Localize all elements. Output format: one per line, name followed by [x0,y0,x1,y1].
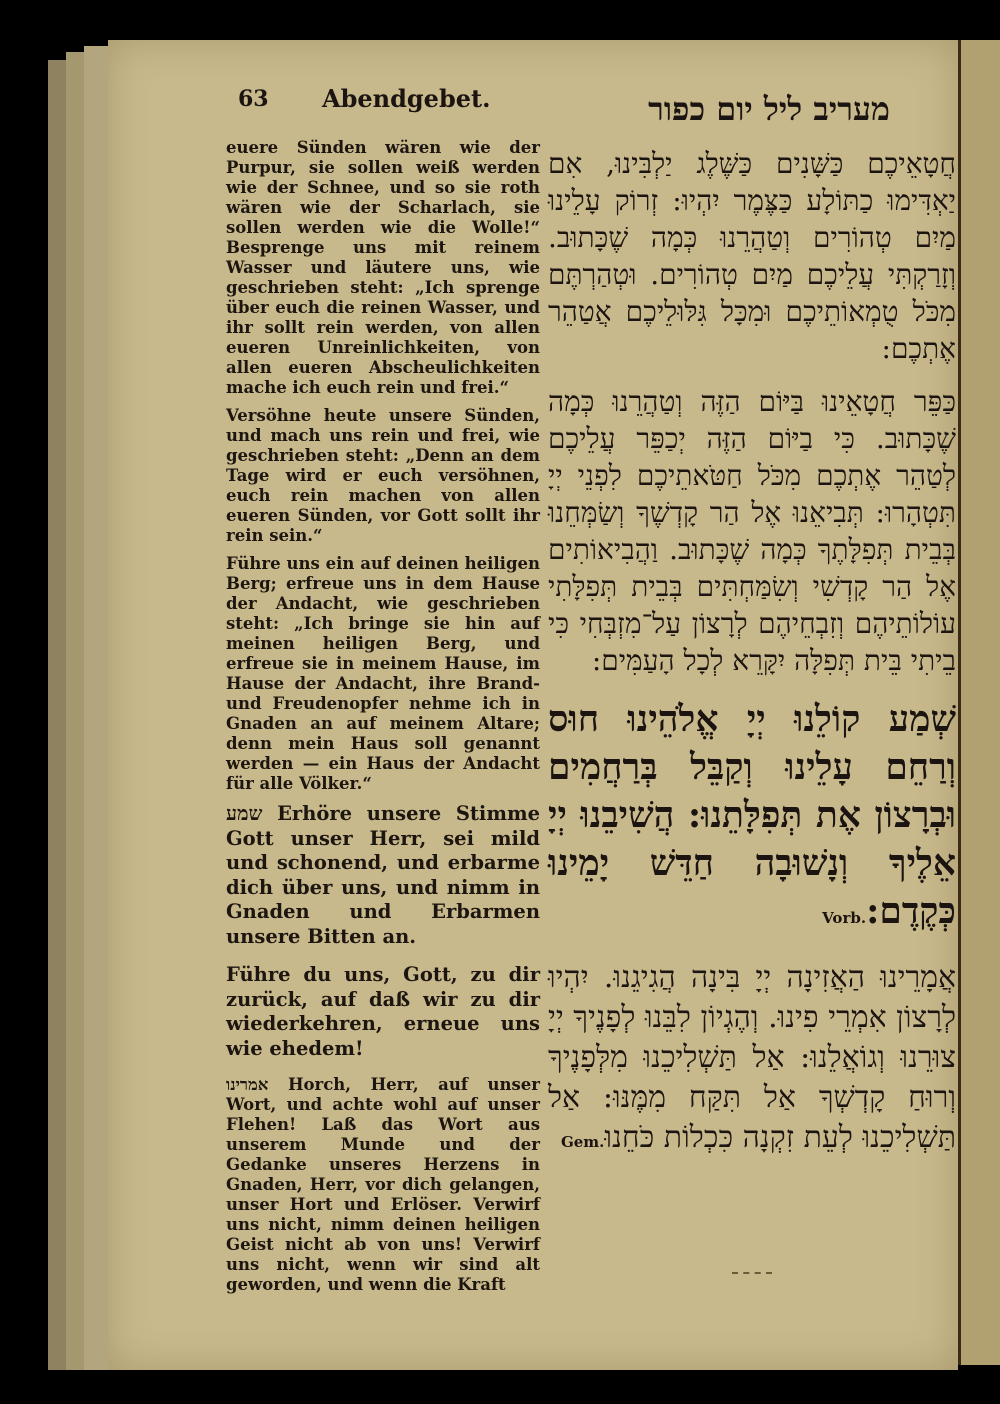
facing-page-edge [958,40,1000,1365]
german-paragraph: Versöhne heute unsere Sünden, und mach uns rein und frei, wie geschrieben steht: „Denn an dem Tage wird er euch versöhnen, euch rein machen von allen eueren Sünden, vor Gott sollt ihr rein sein.“ [226,406,540,545]
hebrew-column [548,145,956,1178]
hebrew-paragraph-gemeinde [548,958,956,1162]
german-paragraph: euere Sünden wären wie der Purpur, sie sollen weiß werden wie der Schnee, und so sie roth wären wie der Scharlach, sie sollen werden wie die Wolle!“ Besprenge uns mit reinem Wasser und läutere uns, wie geschrieben steht: „Ich sprenge über euch die reinen Wasser, und ihr sollt rein werden, von allen eueren Unreinlichkeiten, von allen eueren Abscheulichkeiten mache ich euch rein und frei.“ [226,138,540,397]
page-number: 63 [238,86,269,112]
hebrew-text: אֲמָרֵינוּ הַאֲזִינָה יְיָ בִּינָה הֲגִיגֵנוּ. יִהְיוּ לְרָצוֹן אִמְרֵי פִינוּ. וְהֶגְיוֹן לִבֵּנוּ לְפָנֶיךָ יְיָ צוּרֵנוּ וְגוֹאֲלֵנוּ: אַל תַּשְׁלִיכֵנוּ מִלְּפָנֶיךָ וְרוּחַ קָדְשְׁךָ אַל תִּקַּח מִמֶּנּוּ: אַל תַּשְׁלִיכֵנוּ לְעֵת זִקְנָה כִּכְלוֹת כֹּחֵנוּ [548,960,956,1155]
german-paragraph: Führe du uns, Gott, zu dir zurück, auf daß wir zu dir wiederkehren, erneue uns wie ehedem! [226,963,540,1060]
page-title: Abendgebet. [322,84,491,113]
hebrew-title: מעריב ליל יום כפור [648,90,890,128]
german-column [226,138,540,1303]
german-paragraph: אמרינו Horch, Herr, auf unser Wort, und achte wohl auf unser Flehen! Laß das Wort aus unserem Munde und der Gedanke unseres Herzens in Gnaden, Herr, vor dich gelangen, unser Hort und Erlöser. Verwirf uns nicht, nimm deinen heiligen Geist nicht ab von uns! Verwirf uns nicht, wenn wir sind alt geworden, und wenn die Kraft [226,1075,540,1294]
hebrew-text: שְׁמַע קוֹלֵנוּ יְיָ אֱלֹהֵינוּ חוּס וְרַחֵם עָלֵינוּ וְקַבֵּל בְּרַחֲמִים וּבְרָצוֹן אֶת תְּפִלָּתֵנוּ: הֲשִׁיבֵנוּ יְיָ אֵלֶיךָ וְנָשׁוּבָה חַדֵּשׁ יָמֵינוּ כְּקֶדֶם: [548,698,956,932]
divider [732,1272,772,1274]
hebrew-paragraph: חֲטָאֵיכֶם כַּשָּׁנִים כַּשֶּׁלֶג יַלְבִּינוּ, אִם יַאְדִּימוּ כַתּוֹלָע כַּצֶּמֶר יִהְיוּ: זְרוֹק עָלֵינוּ מַיִם טְהוֹרִים וְטַהֲרֵנוּ כְּמָה שֶׁכָּתוּב. וְזָרַקְתִּי עֲלֵיכֶם מַיִם טְהוֹרִים. וּטְהַרְתֶּם מִכֹּל טֻמְאוֹתֵיכֶם וּמִכָּל גִּלּוּלֵיכֶם אֲטַהֵר אֶתְכֶם: [548,147,956,365]
gemeinde-label: Gem. [560,1133,605,1151]
german-paragraph: שמע Erhöre unsere Stimme Gott unser Herr, sei mild und schonend, und erbarme dich über uns, und nimm in Gnaden und Erbarmen unsere Bitten an. [226,802,540,948]
hebrew-paragraph: כַּפֵּר חֲטָאֵינוּ בַּיּוֹם הַזֶּה וְטַהֲרֵנוּ כְּמָה שֶׁכָּתוּב. כִּי בַיּוֹם הַזֶּה יְכַפֵּר עֲלֵיכֶם לְטַהֵר אֶתְכֶם מִכֹּל חַטֹּאתֵיכֶם לִפְנֵי יְיָ תִּטְהָרוּ: תְּבִיאֵנוּ אֶל הַר קָדְשֶׁךָ וְשַׂמְּחֵנוּ בְּבֵית תְּפִלָּתֶךָ כְּמָה שֶׁכָּתוּב. וַהֲבִיאוֹתִים אֶל הַר קָדְשִׁי וְשִׂמַּחְתִּים בְּבֵית תְּפִלָּתִי עוֹלוֹתֵיהֶם וְזִבְחֵיהֶם לְרָצוֹן עַל־מִזְבְּחִי כִּי בֵיתִי בֵּית תְּפִלָּה יִקָּרֵא לְכָל הָעַמִּים: [548,385,956,677]
hebrew-paragraph-vorbeter [548,695,956,942]
german-paragraph: Führe uns ein auf deinen heiligen Berg; erfreue uns in dem Hause der Andacht, wie geschrieben steht: „Ich bringe sie hin auf meinen heiligen Berg, und erfreue sie in meinem Hause, im Hause der Andacht, ihre Brand- und Freudenopfer nehme ich in Gnaden an auf meinem Altare; denn mein Haus soll genannt werden — ein Haus der Andacht für alle Völker.“ [226,554,540,793]
vorbeter-label: Vorb. [822,909,867,927]
